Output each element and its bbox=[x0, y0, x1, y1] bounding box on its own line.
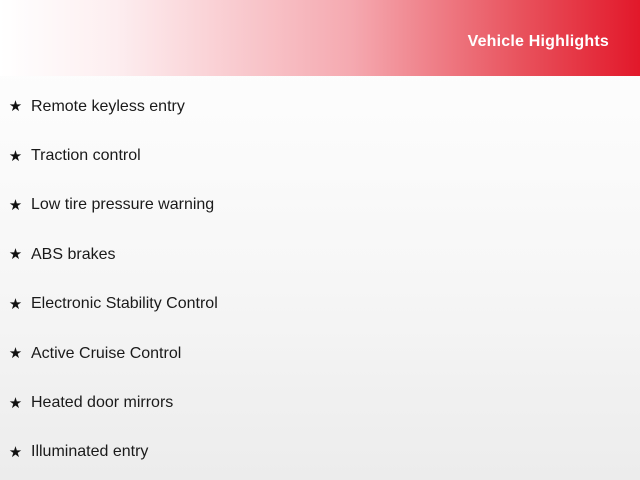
list-item bbox=[0, 378, 640, 427]
feature-label: Illuminated entry bbox=[31, 443, 149, 461]
feature-label: ABS brakes bbox=[31, 245, 116, 263]
list-item bbox=[0, 428, 640, 477]
star-icon: ★ bbox=[8, 345, 23, 363]
list-item bbox=[0, 181, 640, 230]
feature-label: Active Cruise Control bbox=[31, 344, 182, 362]
feature-label: Traction control bbox=[31, 147, 141, 165]
star-icon: ★ bbox=[8, 147, 23, 165]
list-item bbox=[0, 329, 640, 378]
feature-label: Remote keyless entry bbox=[31, 97, 185, 115]
page-title: Vehicle Highlights bbox=[467, 33, 609, 50]
header-banner bbox=[0, 0, 640, 76]
list-item bbox=[0, 131, 640, 180]
list-item bbox=[0, 280, 640, 329]
feature-label: Heated door mirrors bbox=[31, 394, 174, 412]
feature-list bbox=[0, 82, 640, 477]
star-icon: ★ bbox=[8, 98, 23, 116]
star-icon: ★ bbox=[8, 196, 23, 214]
star-icon: ★ bbox=[8, 246, 23, 264]
feature-label: Electronic Stability Control bbox=[31, 295, 218, 313]
star-icon: ★ bbox=[8, 443, 23, 461]
list-item bbox=[0, 230, 640, 279]
star-icon: ★ bbox=[8, 295, 23, 313]
feature-label: Low tire pressure warning bbox=[31, 196, 215, 214]
star-icon: ★ bbox=[8, 394, 23, 412]
list-item bbox=[0, 82, 640, 131]
